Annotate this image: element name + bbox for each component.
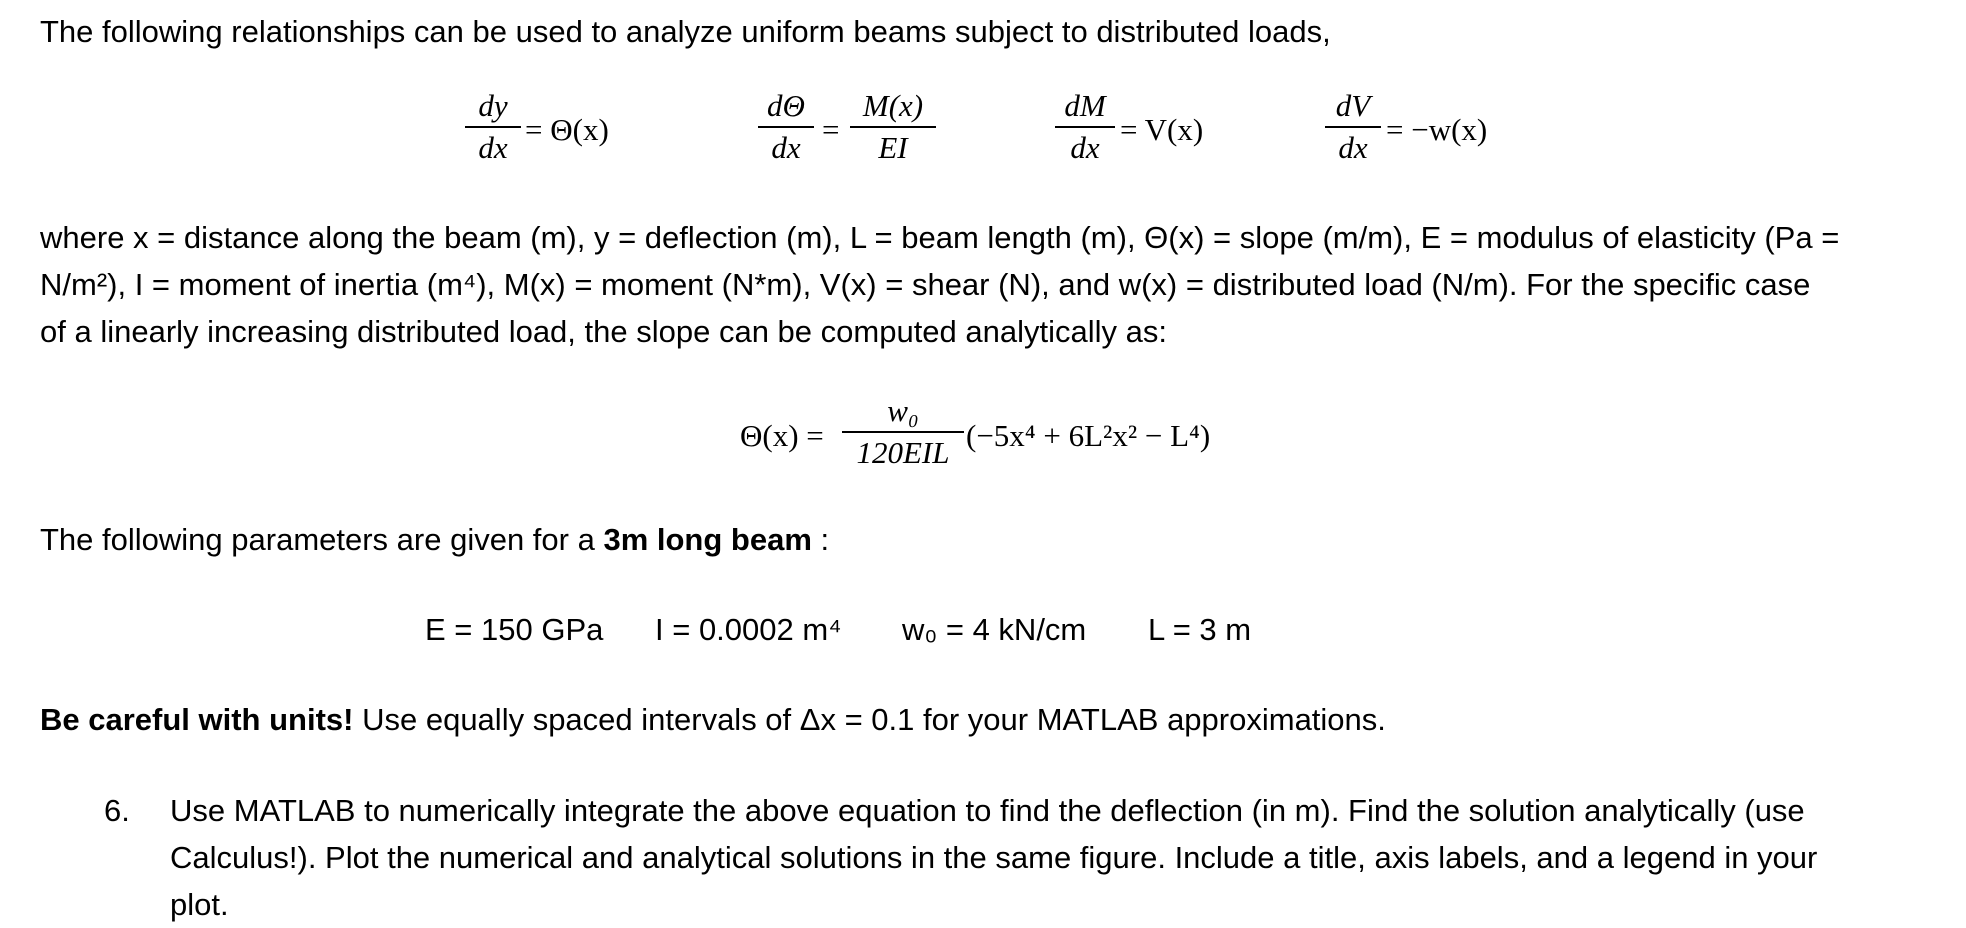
slope-fraction: [842, 393, 964, 471]
question-line-1: Use MATLAB to numerically integrate the above equation to find the deflection (in m). Find the solution analytically (use: [170, 793, 1805, 828]
param-E: E = 150 GPa: [425, 612, 604, 647]
slope-lhs: Θ(x) =: [740, 418, 824, 453]
caution-text: Use equally spaced intervals of Δx = 0.1 for your MATLAB approximations.: [353, 702, 1386, 737]
eq2-left-numerator: dΘ: [767, 88, 805, 123]
param-L: L = 3 m: [1148, 612, 1252, 647]
eq2-equals: =: [822, 112, 840, 147]
question-number: 6.: [104, 793, 130, 828]
caution-bold: Be careful with units!: [40, 702, 354, 737]
eq4-numerator: dV: [1335, 88, 1371, 123]
slope-numerator: w₀: [887, 393, 919, 428]
eq2-right-fraction: [850, 88, 936, 166]
definitions-line-3: of a linearly increasing distributed load, the slope can be computed analytically as:: [40, 314, 1167, 349]
params-intro-prefix: The following parameters are given for a: [40, 522, 604, 557]
question-line-2: Calculus!). Plot the numerical and analytical solutions in the same figure. Include a title, axis labels, and a legend in your: [170, 840, 1818, 875]
eq3-rhs: = V(x): [1120, 112, 1204, 147]
param-w0: w₀ = 4 kN/cm: [902, 612, 1087, 647]
eq2-right-denominator: EI: [878, 130, 908, 165]
params-intro-bold: 3m long beam: [603, 522, 812, 557]
eq2-right-numerator: M(x): [862, 88, 924, 123]
eq4-rhs: = −w(x): [1386, 112, 1488, 147]
question-line-3: plot.: [170, 887, 229, 922]
eq1-rhs: = Θ(x): [525, 112, 609, 147]
intro-text: The following relationships can be used to analyze uniform beams subject to distributed loads,: [40, 14, 1331, 49]
param-I: I = 0.0002 m⁴: [655, 612, 842, 647]
definitions-line-2: N/m²), I = moment of inertia (m⁴), M(x) = moment (N*m), V(x) = shear (N), and w(x) = distributed load (N/m). For the specific case: [40, 267, 1811, 302]
eq4-fraction: [1325, 88, 1381, 166]
eq1-numerator: dy: [478, 88, 508, 123]
eq4-denominator: dx: [1338, 130, 1368, 165]
params-intro: [40, 522, 829, 558]
eq3-numerator: dM: [1064, 88, 1106, 123]
eq1-denominator: dx: [478, 130, 508, 165]
eq2-left-fraction: [758, 88, 814, 166]
definitions-line-1: where x = distance along the beam (m), y = deflection (m), L = beam length (m), Θ(x) = slope (m/m), E = modulus of elasticity (Pa =: [40, 220, 1840, 255]
eq2-left-denominator: dx: [771, 130, 801, 165]
eq3-fraction: [1055, 88, 1115, 166]
caution-line: [40, 702, 1386, 738]
slope-denominator: 120EIL: [856, 435, 950, 470]
eq1-fraction: [465, 88, 521, 166]
eq3-denominator: dx: [1070, 130, 1100, 165]
params-intro-suffix: :: [811, 522, 830, 557]
slope-rhs: (−5x⁴ + 6L²x² − L⁴): [966, 418, 1211, 453]
